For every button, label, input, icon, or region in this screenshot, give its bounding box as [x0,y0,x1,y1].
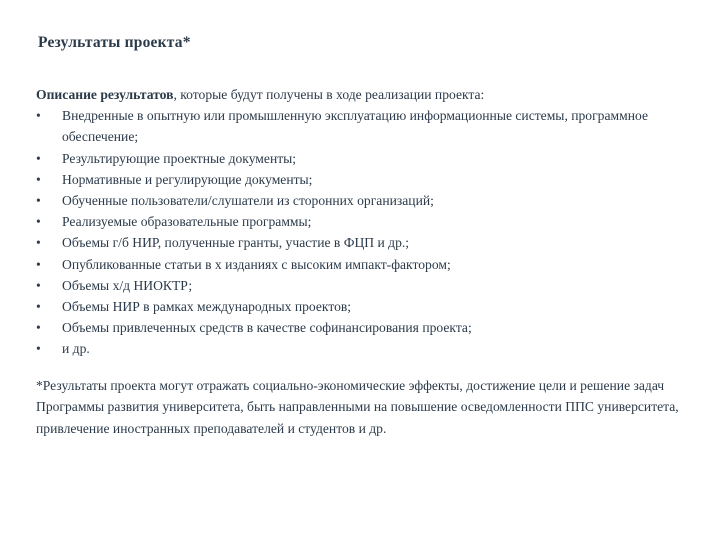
list-item-text: Объемы НИР в рамках международных проектов; [62,299,352,315]
bullet-icon: • [36,214,41,230]
bullet-icon: • [36,341,41,357]
list-item [36,317,686,338]
list-item-text: Опубликованные статьи в х изданиях с высоким импакт-фактором; [62,256,451,272]
list-item [36,232,686,253]
intro-line [36,84,686,105]
bullet-icon: • [36,171,41,187]
list-item [36,254,686,275]
list-item-text: Нормативные и регулирующие документы; [62,171,313,187]
bullet-icon: • [36,277,41,293]
slide-content [36,84,686,439]
list-item [36,296,686,317]
footnote: *Результаты проекта могут отражать социально-экономические эффекты, достижение цели и решение задач Программы развития университета, быть направленными на повышение осведомленности ППС университета, привлечение иностранных преподавателей и студентов и др. [36,377,679,436]
intro-rest: , которые будут получены в ходе реализации проекта: [173,87,485,102]
list-item-text: и др. [62,341,90,357]
list-item-text: Внедренные в опытную или промышленную эксплуатацию информационные системы, программное обеспечение; [62,108,648,145]
list-item [36,105,686,147]
bullet-icon: • [36,193,41,209]
slide-title: Результаты проекта* [38,34,191,51]
bullet-icon: • [36,150,41,166]
bullet-icon: • [36,299,41,315]
list-item-text: Объемы г/б НИР, полученные гранты, участие в ФЦП и др.; [62,235,410,251]
list-item [36,211,686,232]
list-item [36,275,686,296]
list-item [36,338,686,359]
list-item-text: Объемы х/д НИОКТР; [62,277,193,293]
bullet-icon: • [36,320,41,336]
bullet-icon: • [36,108,41,124]
list-item-text: Обученные пользователи/слушатели из сторонних организаций; [62,193,434,209]
list-item [36,190,686,211]
list-item-text: Результирующие проектные документы; [62,150,297,166]
list-item-text: Объемы привлеченных средств в качестве софинансирования проекта; [62,320,472,336]
list-item-text: Реализуемые образовательные программы; [62,214,312,230]
results-list [36,105,686,359]
list-item [36,169,686,190]
list-item [36,148,686,169]
intro-lead: Описание результатов [36,87,174,102]
bullet-icon: • [36,235,41,251]
bullet-icon: • [36,256,41,272]
